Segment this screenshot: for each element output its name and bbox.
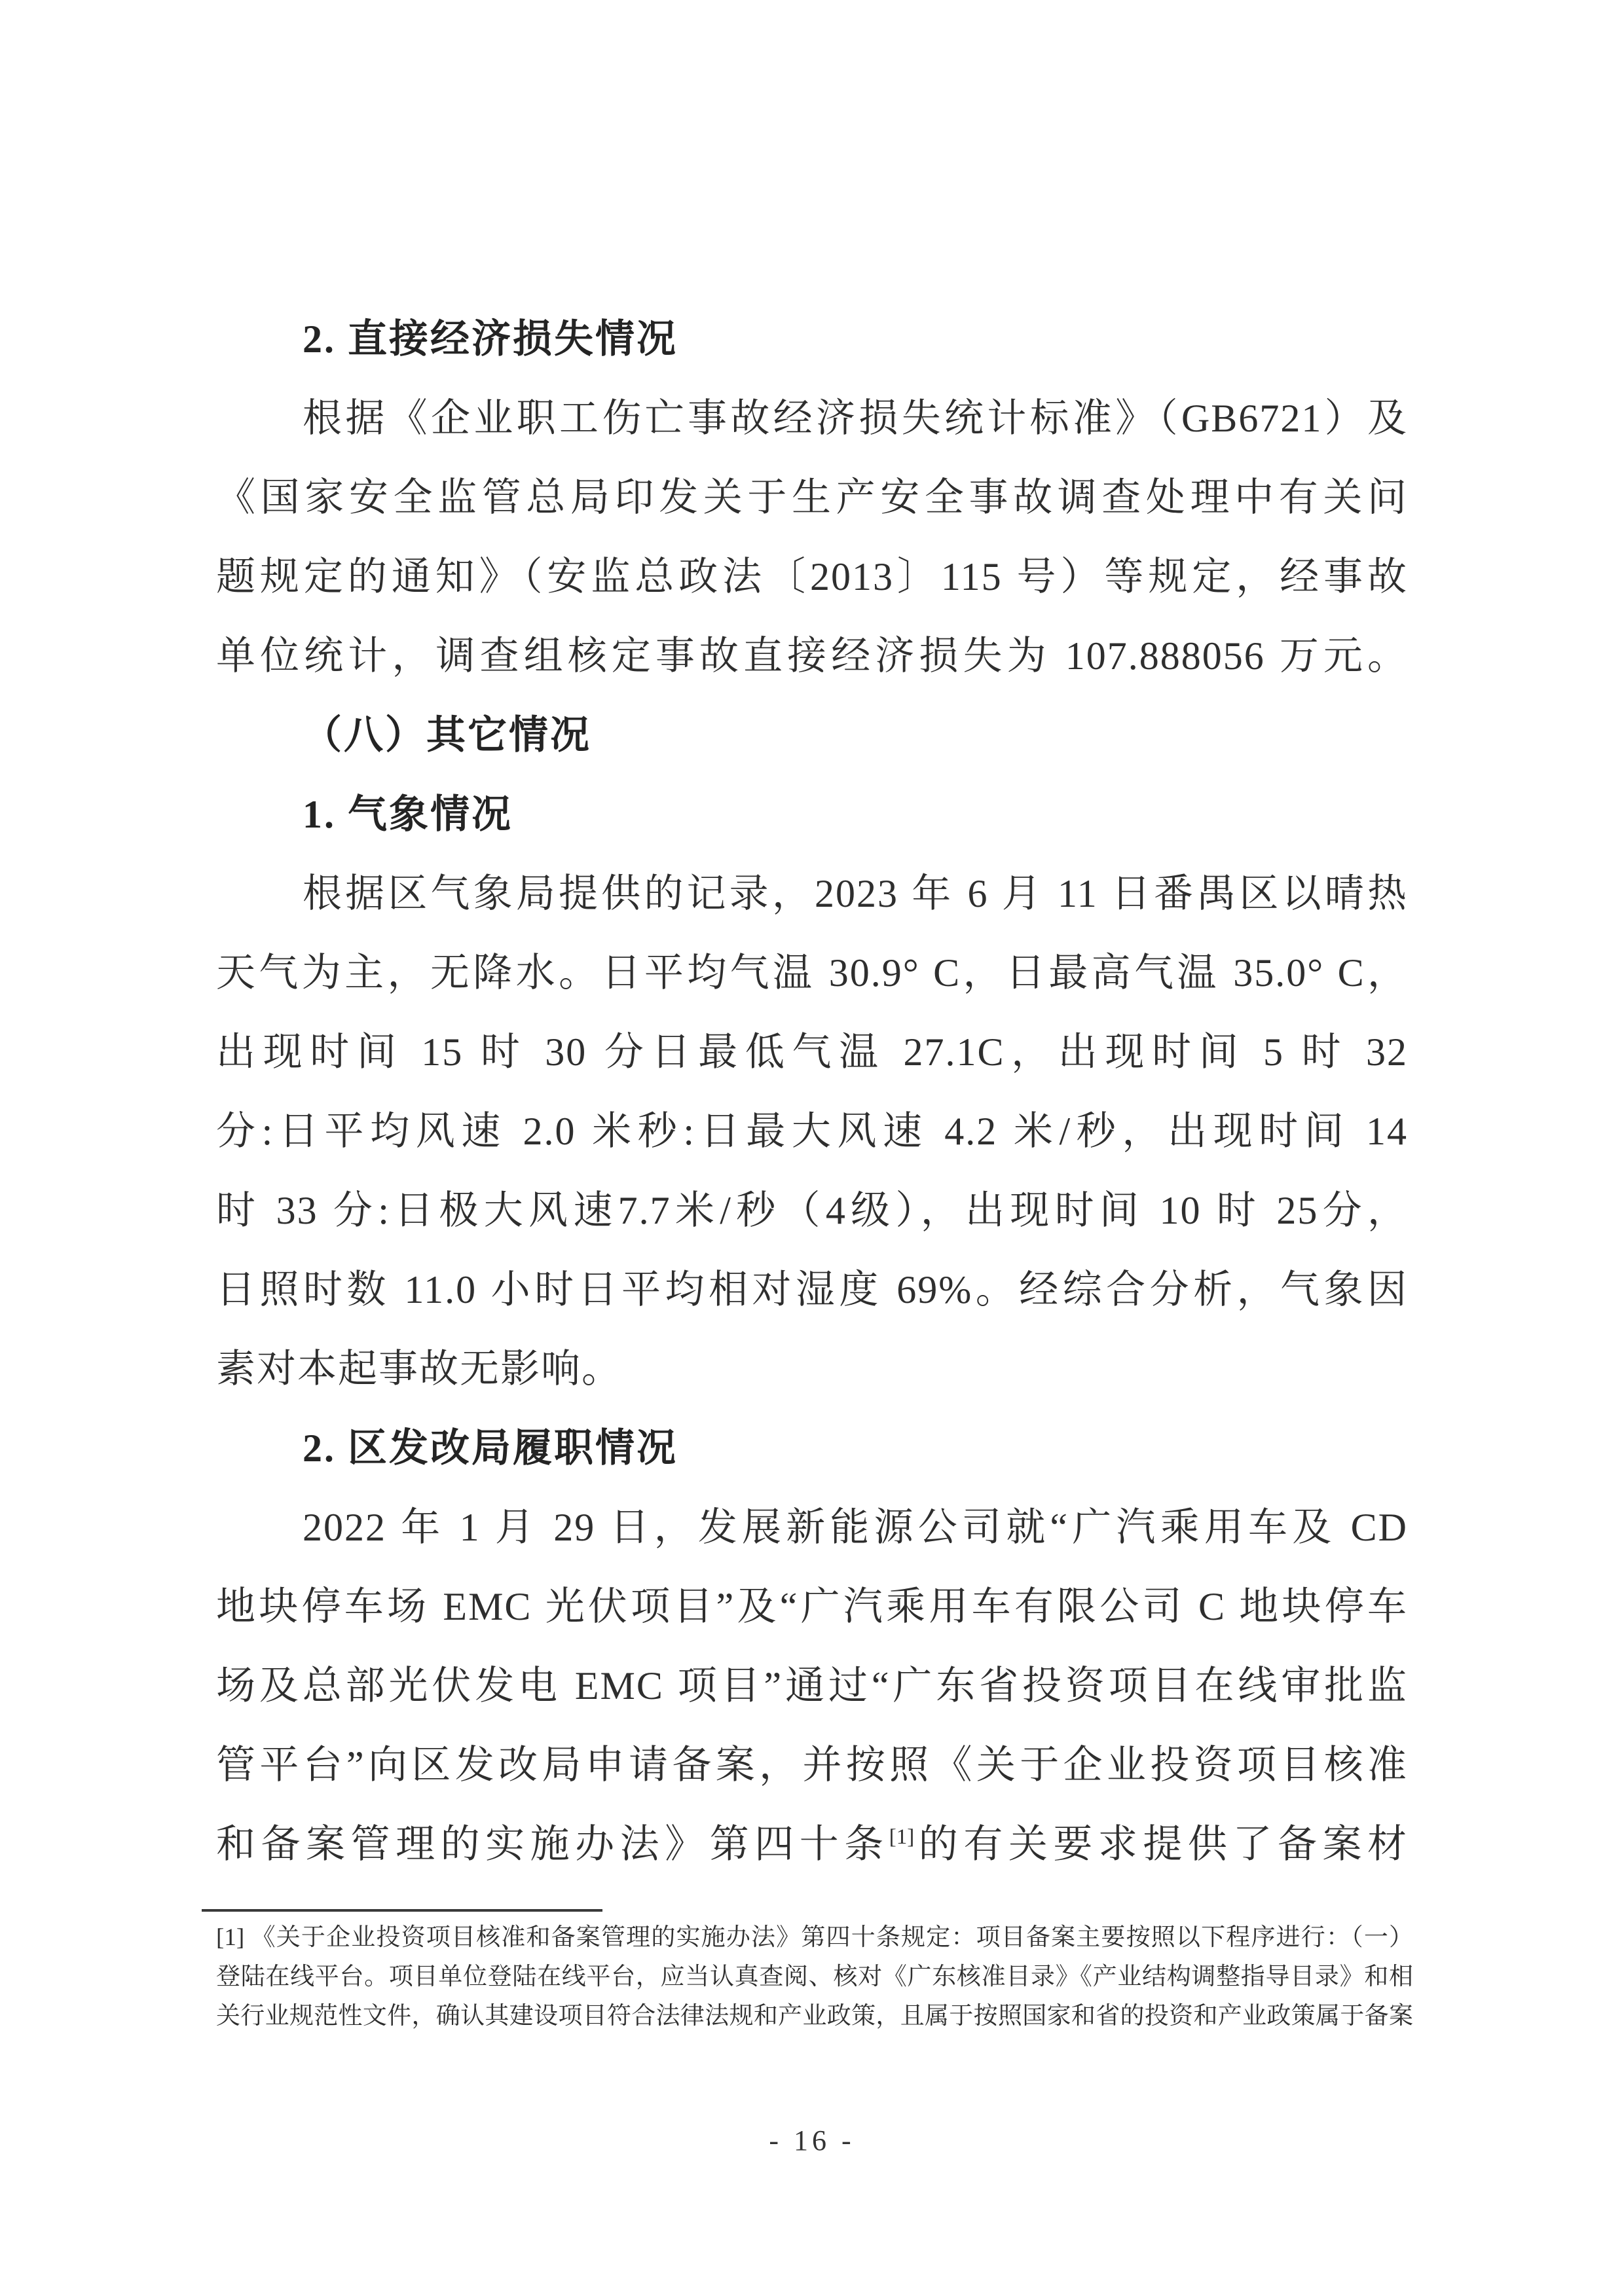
body-line: 出现时间 15 时 30 分日最低气温 27.1C，出现时间 5 时 32 [216,1030,1408,1074]
text-run: 和备案管理的实施办法》第四十条 [216,1823,889,1866]
body-line: 地块停车场 EMC 光伏项目”及“广汽乘用车有限公司 C 地块停车 [216,1585,1408,1628]
body-line: 题规定的通知》（安监总政法〔2013〕115 号）等规定，经事故 [216,555,1408,598]
footnote-block [216,1918,1413,2036]
page-number: - 16 - [769,2124,855,2157]
footnote-line: [1] 《关于企业投资项目核准和备案管理的实施办法》第四十条规定：项目备案主要按照以下程序进行：（一） [216,1924,1413,1951]
body-line: 时 33 分:日极大风速7.7米/秒（4级），出现时间 10 时 25分， [216,1189,1408,1232]
heading-line: 2. 区发改局履职情况 [303,1427,678,1470]
body-line: 单位统计，调查组核定事故直接经济损失为 107.888056 万元。 [216,634,1408,678]
body-line: 场及总部光伏发电 EMC 项目”通过“广东省投资项目在线审批监 [216,1664,1408,1707]
heading-line: 2. 直接经济损失情况 [303,318,678,361]
body-line: 日照时数 11.0 小时日平均相对湿度 69%。经综合分析，气象因 [216,1268,1408,1311]
body-line: 分:日平均风速 2.0 米秒:日最大风速 4.2 米/秒，出现时间 14 [216,1110,1408,1153]
footnote-separator [202,1909,602,1912]
body-line: 天气为主，无降水。日平均气温 30.9° C，日最高气温 35.0° C， [216,951,1408,994]
heading-line: 1. 气象情况 [303,793,513,836]
body-line: 2022 年 1 月 29 日，发展新能源公司就“广汽乘用车及 CD [303,1506,1408,1549]
body-line: 素对本起事故无影响。 [216,1347,622,1391]
body-line: 《国家安全监管总局印发关于生产安全事故调查处理中有关问 [216,476,1408,519]
body-line: 根据《企业职工伤亡事故经济损失统计标准》（GB6721）及 [303,397,1408,440]
heading-line: （八）其它情况 [303,714,591,757]
body-line [216,1805,1408,1884]
text-run: 的有关要求提供了备案材 [914,1823,1408,1866]
footnote-ref-marker: [1] [889,1825,915,1849]
footnote-line: 关行业规范性文件，确认其建设项目符合法律法规和产业政策，且属于按照国家和省的投资和产业政策属于备案 [216,2003,1413,2030]
document-body [216,300,1408,1884]
body-line: 根据区气象局提供的记录，2023 年 6 月 11 日番禺区以晴热 [303,872,1408,915]
body-line: 管平台”向区发改局申请备案，并按照《关于企业投资项目核准 [216,1743,1408,1787]
footnote-line: 登陆在线平台。项目单位登陆在线平台，应当认真查阅、核对《广东核准目录》《产业结构调整指导目录》和相 [216,1963,1413,1990]
